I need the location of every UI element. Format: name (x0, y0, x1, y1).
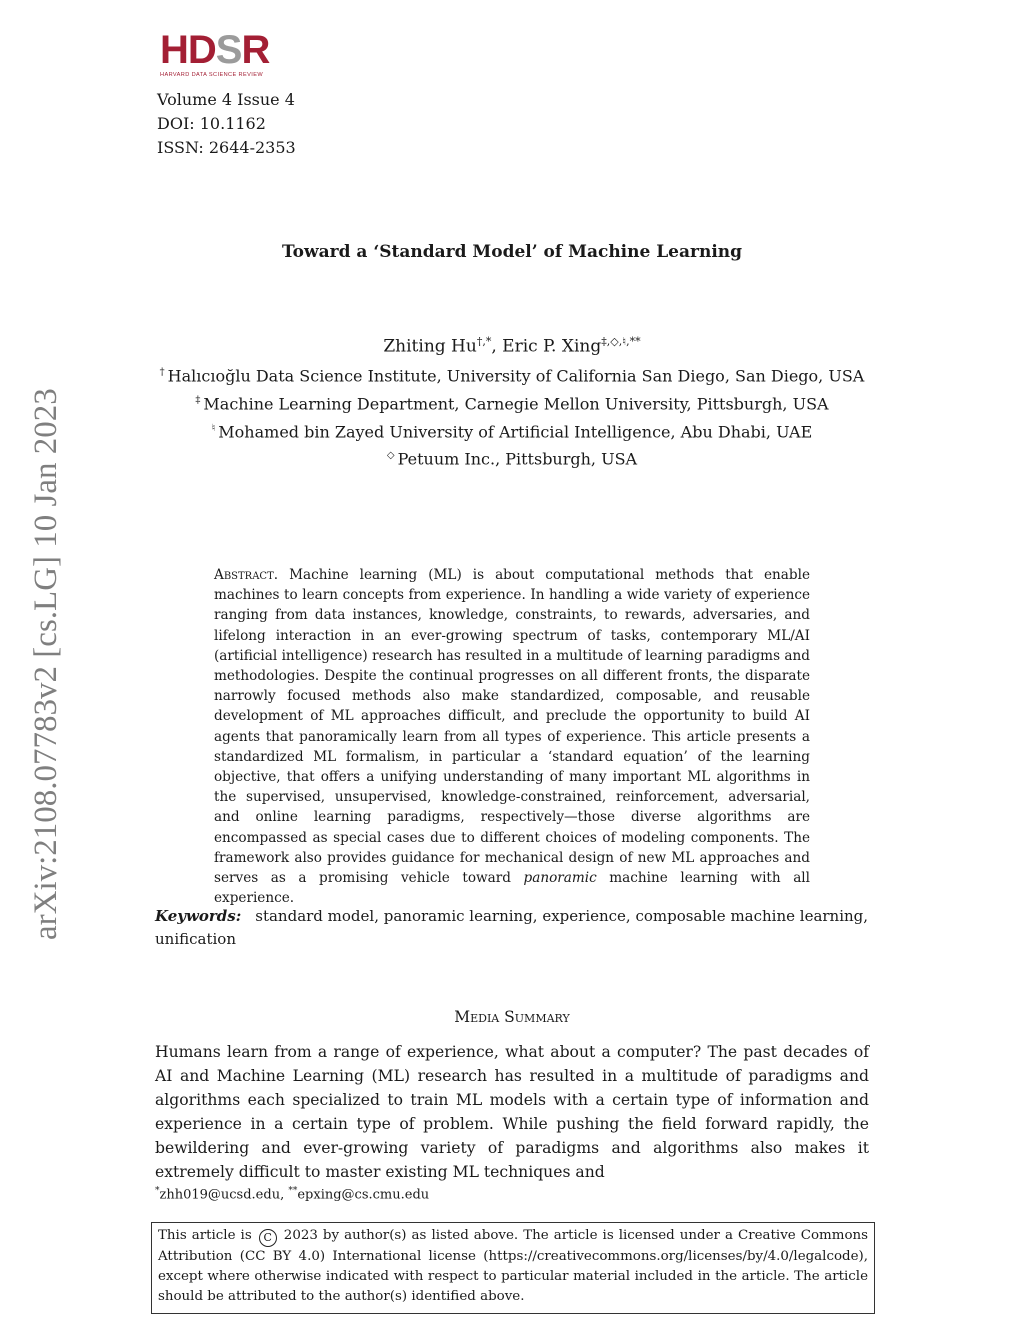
footnote (155, 1186, 429, 1202)
copyright-icon: C (259, 1229, 277, 1247)
affiliations (0, 361, 1024, 472)
affiliation (0, 361, 1024, 389)
footnote-mark: ** (288, 1186, 298, 1196)
license-text: 2023 by author(s) as listed above. The article is licensed under a Creative Commons Attribution (CC BY 4.0) International license (https://creativecommons.org/licenses/by/4.0/legalcode), except where otherwise indicated with respect to particular material included in the article. The article should be attributed to the author(s) identified above. (158, 1228, 868, 1305)
affiliation-text: Mohamed bin Zayed University of Artificial Intelligence, Abu Dhabi, UAE (218, 421, 813, 441)
abstract-emphasis: panoramic (523, 870, 597, 887)
affiliation-text: Machine Learning Department, Carnegie Mellon University, Pittsburgh, USA (203, 394, 829, 414)
affiliation-text: Halıcıoğlu Data Science Institute, University of California San Diego, San Diego, USA (167, 366, 865, 386)
logo-r: R (241, 28, 270, 72)
author-marks: †,* (476, 335, 492, 348)
footnote-mark: * (155, 1186, 160, 1196)
author-line (0, 335, 1024, 357)
abstract-text: Machine learning (ML) is about computational methods that enable machines to learn concepts from experience. In handling a wide variety of experience ranging from data instances, knowledge, constraints, to rewards, adversaries, and lifelong interaction in an ever-growing spectrum of tasks, contemporary ML/AI (artificial intelligence) research has resulted in a multitude of learning paradigms and methodologies. Despite the continual progresses on all different fronts, the disparate narrowly focused methods also make standardized, composable, and reusable development of ML approaches difficult, and preclude the opportunity to build AI agents that panoramically learn from all types of experience. This article presents a standardized ML formalism, in particular a ‘standard equation’ of the learning objective, that offers a unifying understanding of many important ML algorithms in the supervised, unsupervised, knowledge-constrained, reinforcement, adversarial, and online learning paradigms, respectively—those diverse algorithms are encompassed as special cases due to different choices of modeling components. The framework also provides guidance for mechanical design of new ML approaches and serves as a promising vehicle toward (214, 567, 810, 887)
logo-subtitle: HARVARD DATA SCIENCE REVIEW (160, 72, 264, 78)
journal-meta (157, 88, 296, 160)
media-summary-heading: Media Summary (454, 1008, 570, 1026)
license-box (151, 1222, 875, 1314)
keywords-text: standard model, panoramic learning, experience, composable machine learning, unification (155, 907, 869, 948)
volume-issue: Volume 4 Issue 4 (157, 90, 295, 109)
author-separator: , (491, 336, 503, 357)
affiliation-mark: † (159, 367, 165, 378)
affiliation-mark: ◇ (386, 450, 395, 462)
keywords-label: Keywords: (155, 907, 242, 925)
media-summary-text: Humans learn from a range of experience, what about a computer? The past decades of AI and Machine Learning (ML) research has resulted in a multitude of paradigms and algorithms each specialized to train ML models with a certain type of information and experience in a certain type of problem. While pushing the field forward rapidly, the bewildering and ever-growing variety of paradigms and algorithms also makes it extremely difficult to master existing ML techniques and (155, 1043, 869, 1181)
affiliation (0, 389, 1024, 417)
email-link[interactable]: epxing@cs.cmu.edu (297, 1187, 430, 1203)
hdsr-logo (160, 30, 284, 82)
abstract (214, 565, 810, 908)
author-marks: ‡,◇,♮,** (601, 335, 641, 348)
logo-s: S (215, 28, 242, 72)
doi: DOI: 10.1162 (157, 114, 266, 133)
paper-title: Toward a ‘Standard Model’ of Machine Learning (281, 242, 743, 262)
affiliation-text: Petuum Inc., Pittsburgh, USA (397, 449, 638, 469)
affiliation-mark: ‡ (195, 394, 201, 406)
author-name: Eric P. Xing (502, 336, 602, 357)
keywords (155, 905, 869, 951)
abstract-text-end: machine learning with all experience. (214, 870, 810, 907)
license-text-start: This article is (158, 1228, 257, 1243)
affiliation (0, 417, 1024, 445)
author-name: Zhiting Hu (383, 336, 477, 357)
arxiv-side-label: arXiv:2108.07783v2 [cs.LG] 10 Jan 2023 (28, 388, 64, 940)
email-link[interactable]: zhh019@ucsd.edu, (159, 1187, 285, 1203)
affiliation (0, 444, 1024, 472)
issn: ISSN: 2644-2353 (157, 138, 296, 157)
abstract-label: Abstract. (214, 567, 279, 583)
logo-hd: HD (160, 28, 216, 72)
affiliation-mark: ♮ (211, 422, 216, 434)
